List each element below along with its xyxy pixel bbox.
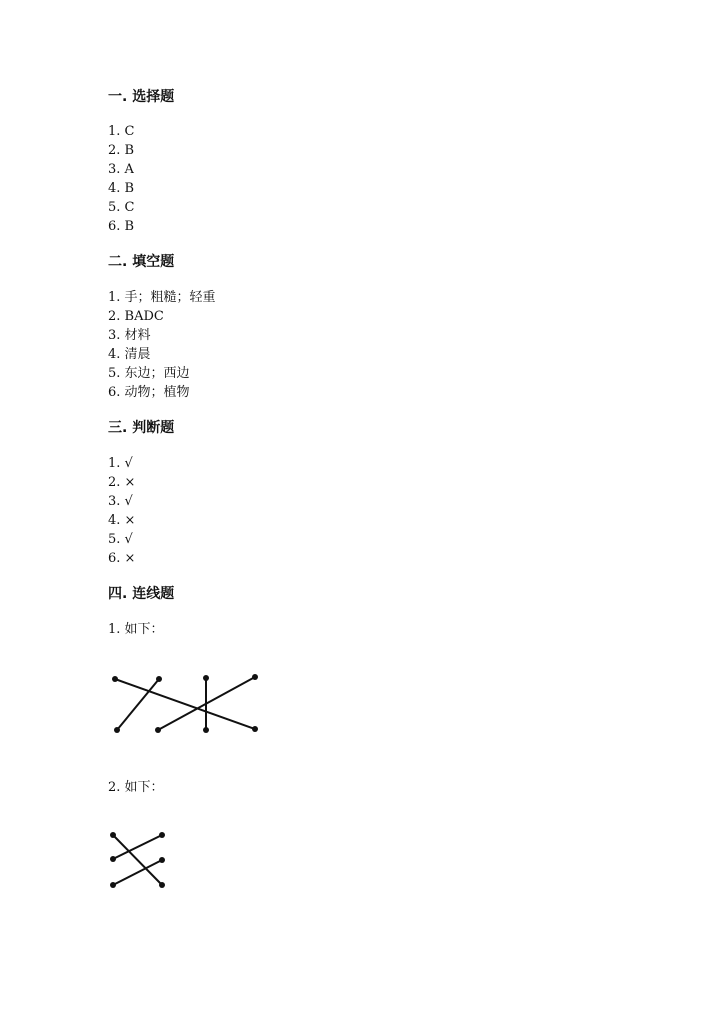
connection-line — [113, 835, 162, 859]
section-heading-true-false: 三. 判断题 — [108, 420, 175, 436]
endpoint-dot — [110, 832, 116, 838]
answer-line: 3. √ — [108, 494, 133, 509]
section-heading-choice: 一. 选择题 — [108, 89, 175, 105]
answer-line: 2. × — [108, 475, 136, 490]
answer-line: 5. C — [108, 200, 135, 215]
answer-line: 6. 动物；植物 — [108, 385, 190, 400]
endpoint-dot — [110, 856, 116, 862]
answer-line: 3. A — [108, 162, 134, 177]
section-heading-fill-blank: 二. 填空题 — [108, 254, 175, 270]
answer-line: 6. B — [108, 219, 135, 234]
answer-line: 5. 东边；西边 — [108, 366, 190, 381]
answer-line: 1. C — [108, 124, 135, 139]
connection-line — [113, 835, 162, 885]
endpoint-dot — [159, 857, 165, 863]
endpoint-dot — [159, 832, 165, 838]
connection-line — [113, 860, 162, 885]
answer-line: 5. √ — [108, 532, 133, 547]
answer-line: 1. √ — [108, 456, 133, 471]
answer-line: 3. 材料 — [108, 328, 151, 343]
endpoint-dot — [159, 882, 165, 888]
answer-line: 4. × — [108, 513, 136, 528]
answer-line: 6. × — [108, 551, 136, 566]
answer-line: 2. BADC — [108, 309, 164, 324]
answer-line: 4. 清晨 — [108, 347, 151, 362]
answer-line: 1. 如下： — [108, 622, 164, 637]
section-heading-matching: 四. 连线题 — [108, 586, 175, 602]
answer-line: 2. B — [108, 143, 135, 158]
answer-line: 1. 手；粗糙；轻重 — [108, 290, 216, 305]
endpoint-dot — [110, 882, 116, 888]
answer-line: 4. B — [108, 181, 135, 196]
answer-line: 2. 如下： — [108, 780, 164, 795]
